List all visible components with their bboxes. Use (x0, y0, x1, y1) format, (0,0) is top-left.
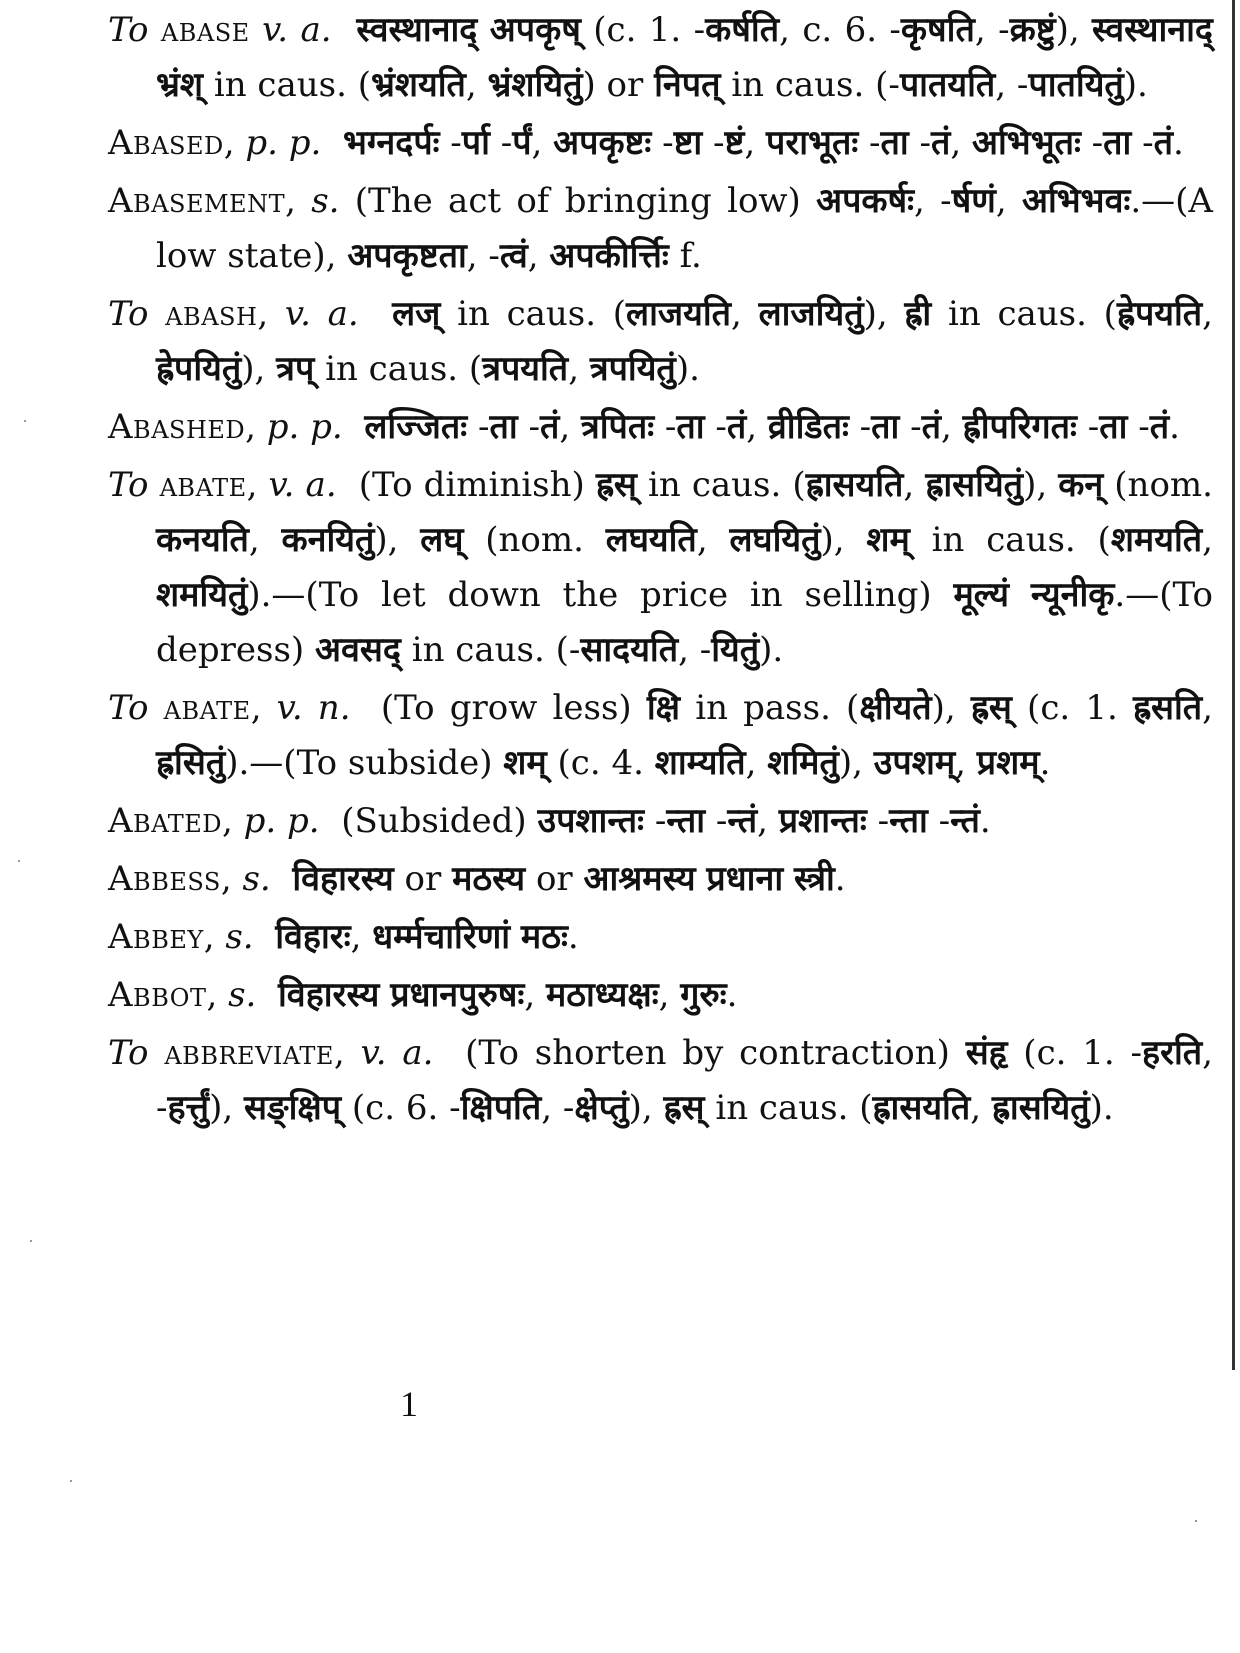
entry-grammar: v. a. (360, 1033, 434, 1073)
dictionary-entry (108, 0, 1213, 113)
entry-grammar: s. (242, 859, 271, 899)
dictionary-entry: Abbess, s. विहारस्य or मठस्य or आश्रमस्य प्रधाना स्त्री. (108, 859, 846, 899)
entry-headword: abate (159, 465, 247, 505)
entry-definition: भग्नदर्पः -र्पा -र्पं, अपकृष्टः -ष्टा -ष्टं, पराभूतः -ता -तं, अभिभूतः -ता -तं. (342, 123, 1184, 163)
entry-grammar: v. a. (262, 10, 332, 50)
entry-headword: Abbot (108, 975, 207, 1015)
entry-headword: Abasement (108, 181, 286, 221)
entry-headword: abase (160, 10, 250, 50)
entry-prefix: To (108, 465, 160, 505)
scan-speck (1195, 1520, 1197, 1522)
entry-grammar: v. n. (276, 688, 351, 728)
page-edge-rule (1232, 0, 1235, 1370)
dictionary-entry: To abate, v. a. (To diminish) ह्रस् in caus. (ह्रासयति, ह्रासयितुं), कन् (nom. कनयति, कनयितुं), लघ् (nom. लघयति, लघयितुं), शम् in caus. (शमयति, शमयितुं).—(To let down the price in selling) मूल्यं न्यूनीकृ.—(To depress) अवसद् in caus. (-सादयति, -यितुं). (108, 465, 1213, 670)
scan-speck (70, 1480, 72, 1482)
dictionary-entry: Abased, p. p. भग्नदर्पः -र्पा -र्पं, अपकृष्टः -ष्टा -ष्टं, पराभूतः -ता -तं, अभिभूतः -ता -तं. (108, 123, 1184, 163)
entry-headword: Abashed (108, 407, 246, 447)
entry-headword: abate (163, 688, 251, 728)
entry-grammar: v. a. (268, 465, 337, 505)
entry-grammar: s. (225, 917, 254, 957)
entry-headword: Abbess (108, 859, 221, 899)
entry-definition: लज् in caus. (लाजयति, लाजयितुं), ह्री in caus. (ह्रेपयति, ह्रेपयितुं), त्रप् in caus. (त्रपयति, त्रपयितुं). (156, 294, 1213, 389)
entry-prefix: To (108, 688, 164, 728)
entry-headword: Abated (108, 801, 222, 841)
scan-speck (18, 860, 20, 862)
entry-definition: विहारस्य प्रधानपुरुषः, मठाध्यक्षः, गुरुः. (277, 975, 738, 1015)
dictionary-entry: Abashed, p. p. लज्जितः -ता -तं, त्रपितः -ता -तं, व्रीडितः -ता -तं, ह्रीपरिगतः -ता -तं. (108, 407, 1180, 447)
entry-definition: विहारस्य or मठस्य or आश्रमस्य प्रधाना स्त्री. (292, 859, 846, 899)
entry-definition: (Subsided) उपशान्तः -न्ता -न्तं, प्रशान्तः -न्ता -न्तं. (341, 801, 991, 841)
entry-headword: abbreviate (164, 1033, 334, 1073)
entry-definition: (To diminish) ह्रस् in caus. (ह्रासयति, ह्रासयितुं), कन् (nom. कनयति, कनयितुं), लघ् (nom. लघयति, लघयितुं), शम् in caus. (शमयति, शमयितुं).—(To let down the price in selling) मूल्यं न्यूनीकृ.—(To depress) अवसद् in caus. (-सादयति, -यितुं). (156, 465, 1213, 670)
dictionary-entry: Abasement, s. (The act of bringing low) अपकर्षः, -र्षणं, अभिभवः.—(A low state), अपकृष्टता, -त्वं, अपकीर्त्तिः f. (108, 181, 1213, 276)
dictionary-page (108, 0, 1213, 1136)
dictionary-entry: Abbot, s. विहारस्य प्रधानपुरुषः, मठाध्यक्षः, गुरुः. (108, 975, 738, 1015)
entry-headword: abash (165, 294, 258, 334)
entry-grammar: v. a. (284, 294, 359, 334)
scan-speck (30, 1240, 32, 1242)
entry-prefix: To (108, 10, 161, 50)
dictionary-entry: To abash, v. a. लज् in caus. (लाजयति, लाजयितुं), ह्री in caus. (ह्रेपयति, ह्रेपयितुं), त्रप् in caus. (त्रपयति, त्रपयितुं). (108, 294, 1213, 389)
entry-definition: (To grow less) क्षि in pass. (क्षीयते), ह्रस् (c. 1. ह्रसति, ह्रसितुं).—(To subside) शम् (c. 4. शाम्यति, शमितुं), उपशम्, प्रशम्. (156, 688, 1213, 783)
entry-headword: Abased (108, 123, 224, 163)
entry-grammar: p. p. (266, 407, 343, 447)
entry-definition: स्वस्थानाद् अपकृष् (c. 1. -कर्षति, c. 6. -कृषति, -क्रष्टुं), स्वस्थानाद् भ्रंश् in caus. (भ्रंशयति, भ्रंशयितुं) or निपत् in caus. (-पातयति, -पातयितुं). (156, 10, 1213, 105)
entry-prefix: To (108, 294, 166, 334)
entry-grammar: s. (311, 181, 340, 221)
page-number: 1 (400, 1384, 418, 1424)
entry-prefix: To (108, 1033, 165, 1073)
entry-definition: (The act of bringing low) अपकर्षः, -र्षणं, अभिभवः.—(A low state), अपकृष्टता, -त्वं, अपकीर्त्तिः f. (156, 181, 1213, 276)
dictionary-entry: Abated, p. p. (Subsided) उपशान्तः -न्ता -न्तं, प्रशान्तः -न्ता -न्तं. (108, 801, 991, 841)
entry-grammar: p. p. (243, 801, 320, 841)
entry-definition: (To shorten by contraction) संहृ (c. 1. -हरति, -हर्त्तुं), सङ्क्षिप् (c. 6. -क्षिपति, -क्षेप्तुं), ह्रस् in caus. (ह्रासयति, ह्रासयितुं). (156, 1033, 1213, 1128)
entry-definition: लज्जितः -ता -तं, त्रपितः -ता -तं, व्रीडितः -ता -तं, ह्रीपरिगतः -ता -तं. (364, 407, 1180, 447)
dictionary-entry: Abbey, s. विहारः, धर्म्मचारिणां मठः. (108, 917, 579, 957)
entry-headword: Abbey (108, 917, 204, 957)
entry-grammar: s. (228, 975, 257, 1015)
scan-speck (24, 420, 26, 422)
entry-definition: विहारः, धर्म्मचारिणां मठः. (275, 917, 579, 957)
entry-grammar: p. p. (245, 123, 322, 163)
dictionary-entry: To abate, v. n. (To grow less) क्षि in pass. (क्षीयते), ह्रस् (c. 1. ह्रसति, ह्रसितुं).—(To subside) शम् (c. 4. शाम्यति, शमितुं), उपशम्, प्रशम्. (108, 688, 1213, 783)
dictionary-entry: To abbreviate, v. a. (To shorten by contraction) संहृ (c. 1. -हरति, -हर्त्तुं), सङ्क्षिप् (c. 6. -क्षिपति, -क्षेप्तुं), ह्रस् in caus. (ह्रासयति, ह्रासयितुं). (108, 1033, 1213, 1128)
